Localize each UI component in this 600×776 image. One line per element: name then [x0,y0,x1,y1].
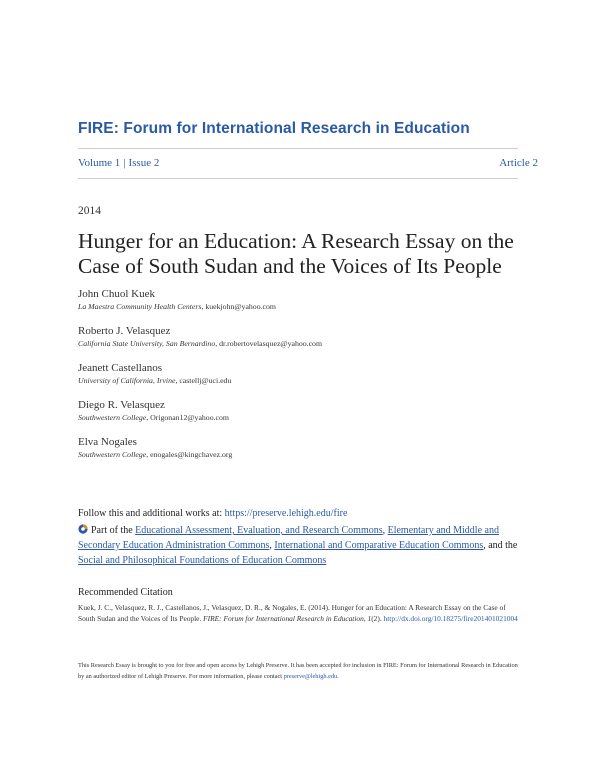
author-item [78,325,538,349]
commons-link-assessment[interactable]: Educational Assessment, Evaluation, and Research Commons [135,525,383,536]
author-org: La Maestra Community Health Centers [78,302,202,311]
author-org: Southwestern College [78,450,147,459]
title-line-1: Hunger for an Education: A Research Essay on the [78,229,514,253]
author-item [78,288,538,312]
issue-link[interactable]: Issue 2 [128,157,160,169]
footer-notice [78,660,518,682]
author-item [78,362,538,386]
journal-title-link[interactable]: FIRE: Forum for International Research in Education [78,120,470,137]
author-item [78,436,538,460]
author-affiliation [78,412,538,423]
citation-text: Kuek, J. C., Velasquez, R. J., Castellanos, J., Velasquez, D. R., & Nogales, E. (2014). Hunger for an Education: A Research Essay on the Case of South Sudan and the Voices of Its People. [78,603,506,623]
recommended-citation-heading: Recommended Citation [78,587,173,598]
volume-link[interactable]: Volume 1 [78,157,121,169]
author-name: John Chuol Kuek [78,288,155,300]
author-affiliation [78,449,538,460]
separator: , [382,525,388,536]
citation-journal: FIRE: Forum for International Research in Education, 1 [203,613,372,623]
citation-issue: (2). [371,613,384,623]
separator: , [269,540,275,551]
issue-line [78,157,538,169]
author-email: , castellj@uci.edu [175,376,232,385]
author-affiliation [78,375,538,386]
network-commons-icon [78,524,88,534]
separator: , and the [483,540,518,551]
volume-issue [78,157,159,169]
author-affiliation [78,301,538,312]
recommended-citation-text [78,603,518,624]
author-email: , Origonan12@yahoo.com [146,413,229,422]
article-link[interactable]: Article 2 [499,157,538,169]
author-name: Jeanett Castellanos [78,362,163,374]
contact-email-link[interactable]: preserve@lehigh.edu [283,673,338,680]
repository-link[interactable]: https://preserve.lehigh.edu/fire [224,508,348,519]
author-affiliation [78,338,538,349]
commons-link-elementary[interactable]: Elementary and Middle and Secondary Education Administration Commons [78,525,499,551]
author-name: Elva Nogales [78,436,137,448]
author-email: , enogales@kingchavez.org [146,450,233,459]
author-name: Roberto J. Velasquez [78,325,171,337]
publication-year: 2014 [78,205,101,217]
commons-link-international[interactable]: International and Comparative Education Commons [274,540,484,551]
author-org: University of California, Irvine [78,376,176,385]
author-name: Diego R. Velasquez [78,399,165,411]
top-divider [78,148,518,149]
author-email: , kuekjohn@yahoo.com [201,302,276,311]
separator: | [123,157,126,169]
doi-link[interactable]: http://dx.doi.org/10.18275/fire201401021004 [383,613,518,623]
author-item [78,399,538,423]
author-list [78,288,538,473]
follow-line [78,508,538,519]
bottom-divider [78,178,518,179]
footer-text: This Research Essay is brought to you for free and open access by Lehigh Preserve. It has been accepted for inclusion in FIRE: Forum for International Research in Education by an authorized editor of Lehigh Preserve. For more information, please contact [78,662,518,680]
commons-link-social[interactable]: Social and Philosophical Foundations of Education Commons [78,555,327,566]
follow-text: Follow this and additional works at: [78,508,225,519]
part-of-prefix: Part of the [91,525,136,536]
author-org: California State University, San Bernardino [78,339,216,348]
footer-end: . [337,673,339,680]
part-of-commons [78,523,518,568]
title-line-2: Case of South Sudan and the Voices of Its People [78,254,502,278]
article-title [78,229,518,279]
author-email: , dr.robertovelasquez@yahoo.com [215,339,323,348]
author-org: Southwestern College [78,413,147,422]
